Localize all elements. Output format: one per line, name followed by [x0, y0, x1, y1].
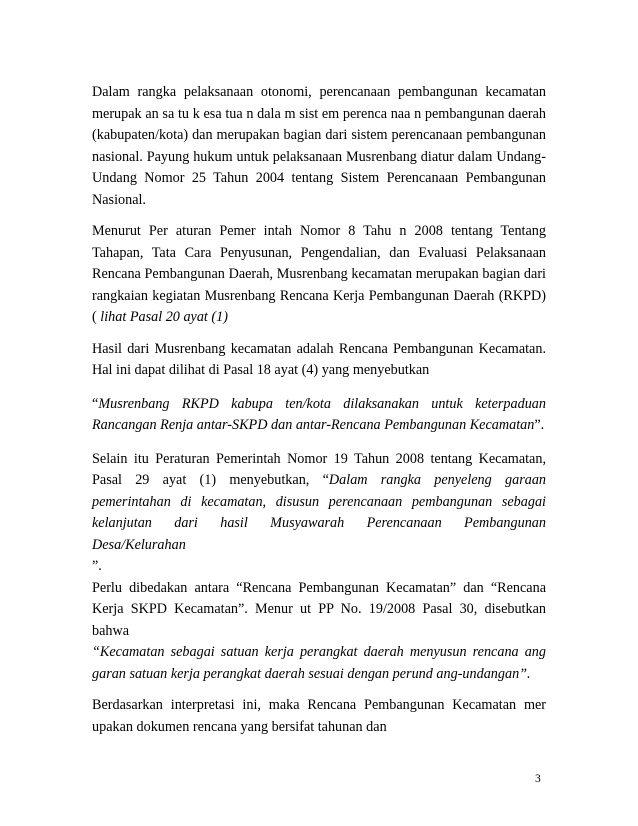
paragraph-pp19-pasal29-text: Selain itu Peraturan Pemerintah Nomor 19 Tahun 2008 tentang Kecamatan, Pasal 29 ayat (1) menyebutkan, “ — [92, 450, 546, 488]
quote-close-mark: ”. — [534, 417, 545, 433]
paragraph-hasil-musrenbang: Hasil dari Musrenbang kecamatan adalah Rencana Pembangunan Kecamatan. Hal ini dapat dilihat di Pasal 18 ayat (4) yang menyebutkan — [92, 340, 546, 378]
paragraph-menurut-pp8-reference: lihat Pasal 20 ayat (1) — [100, 309, 228, 325]
paragraph-pp19-pasal29 — [92, 449, 546, 557]
paragraph-menurut-pp8 — [92, 221, 546, 329]
quote-musrenbang-rkpd-text: Musrenbang RKPD kabupa ten/kota dilaksanakan untuk keterpaduan Rancangan Renja antar-SKPD dan antar-Rencana Pembangunan Kecamatan — [92, 395, 546, 433]
paragraph-pp19-pasal29-quote: Dalam rangka penyeleng garaan pemerintahan di kecamatan, disusun perencanaan pembangunan sebagai kelanjutan dari hasil Musyawarah Perencanaan Pembangunan Desa/Kelurahan — [92, 472, 547, 553]
page-number: 3 — [535, 773, 541, 785]
document-page — [92, 82, 546, 738]
paragraph-menurut-pp8-text: Menurut Per aturan Pemer intah Nomor 8 Tahu n 2008 tentang Tentang Tahapan, Tata Cara Penyusunan, Pengendalian, dan Evaluasi Pelaksanaan Rencana Pembangunan Daerah, Musrenbang kecamatan merupakan bagian dari rangkaian kegiatan Musrenbang Rencana Kerja Pembangunan Daerah (RKPD) ( — [92, 223, 546, 325]
paragraph-perlu-dibedakan: Perlu dibedakan antara “Rencana Pembangunan Kecamatan” dan “Rencana Kerja SKPD Kecamatan”. Menur ut PP No. 19/2008 Pasal 30, disebutkan bahwa — [92, 579, 546, 639]
paragraph-pp19-pasal29-close: ”. — [92, 558, 102, 574]
quote-musrenbang-rkpd — [92, 394, 546, 437]
paragraph-otonomi: Dalam rangka pelaksanaan otonomi, perencanaan pembangunan kecamatan merupak an sa tu k esa tua n dala m sist em perenca naa n pembangunan daerah (kabupaten/kota) dan merupakan bagian dari sistem perencanaan pembangunan nasional. Payung hukum untuk pelaksanaan Musrenbang diatur dalam Undang-Undang Nomor 25 Tahun 2004 tentang Sistem Perencanaan Pembangunan Nasional. — [92, 84, 546, 208]
paragraph-berdasarkan: Berdasarkan interpretasi ini, maka Rencana Pembangunan Kecamatan mer upakan dokumen rencana yang bersifat tahunan dan — [92, 697, 546, 735]
quote-kecamatan-skpd: “Kecamatan sebagai satuan kerja perangkat daerah menyusun rencana ang garan satuan kerja perangkat daerah sesuai dengan perund ang-undangan”. — [92, 644, 546, 682]
quote-open-mark: “ — [92, 395, 99, 412]
